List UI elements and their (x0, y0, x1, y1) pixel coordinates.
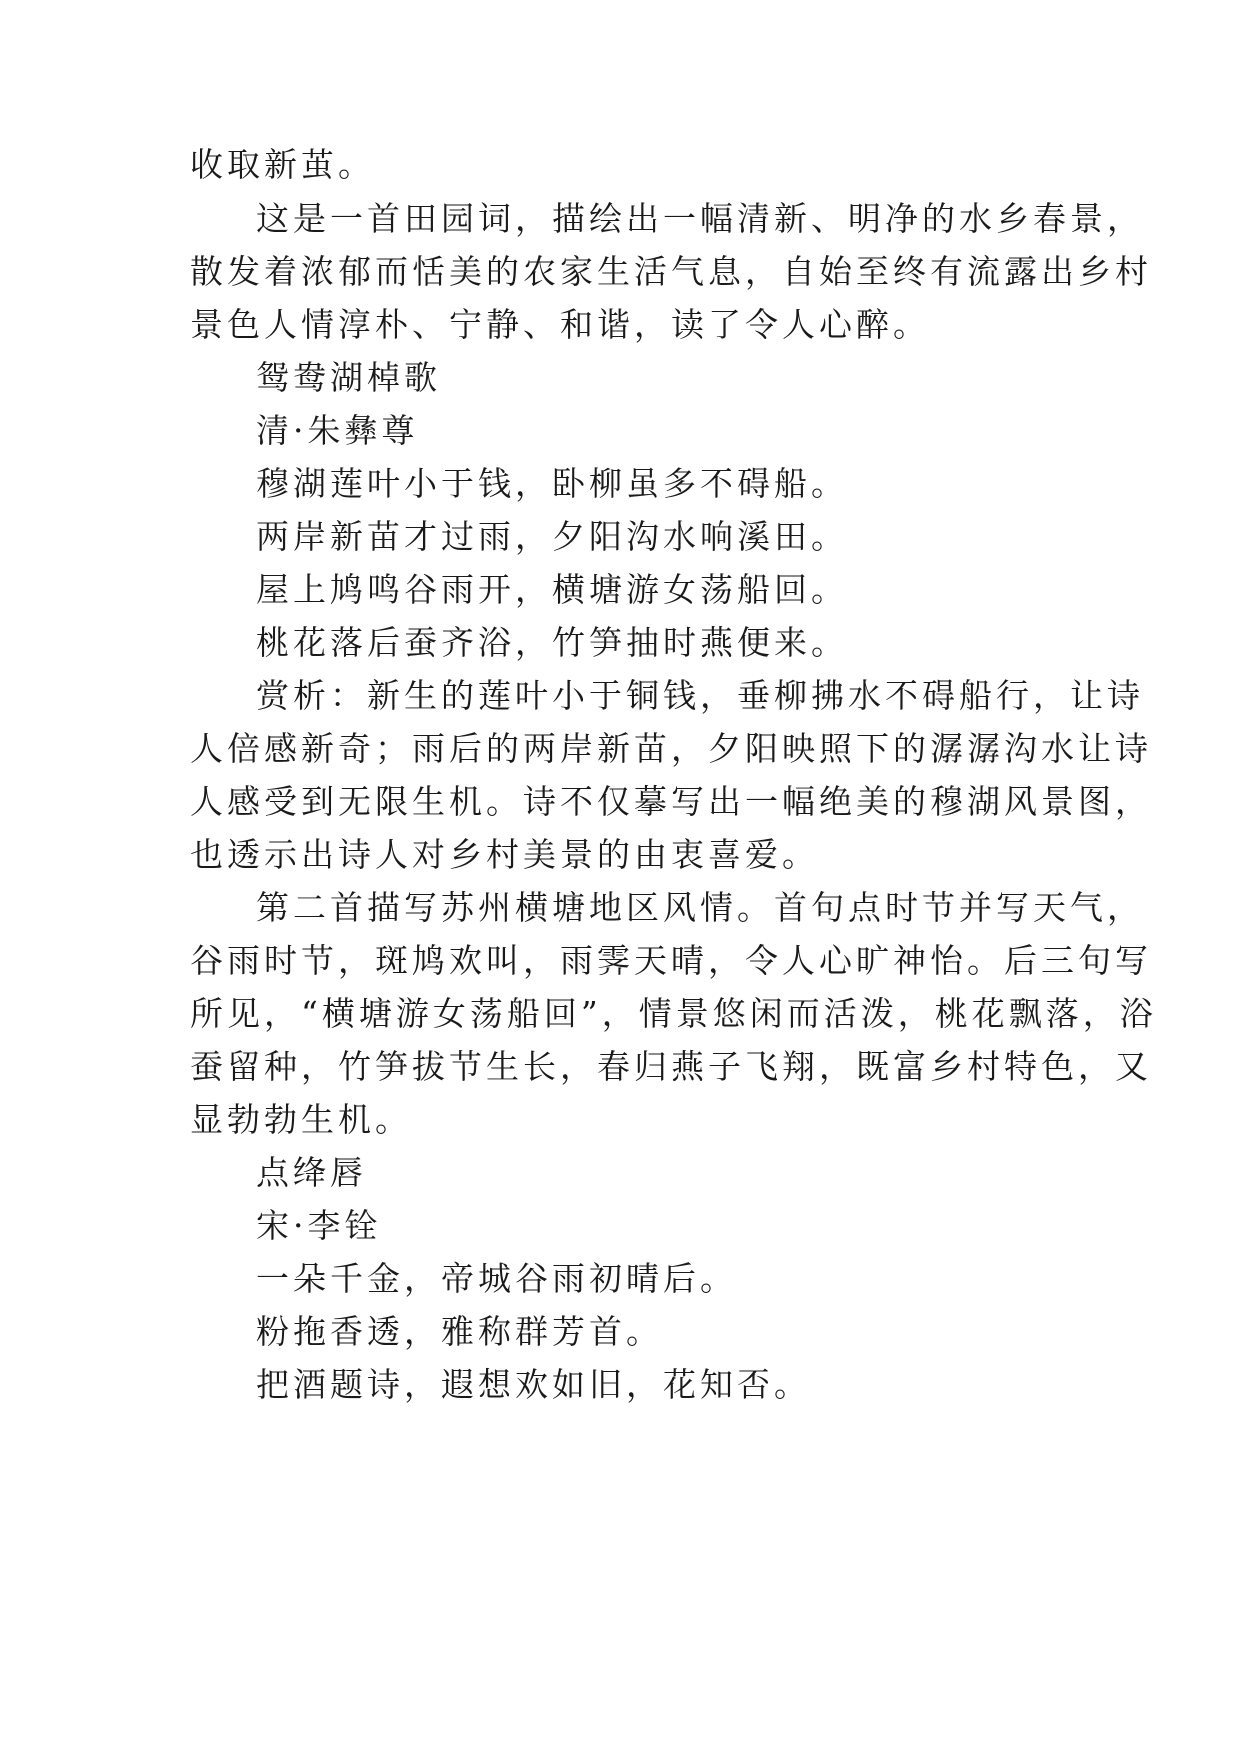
poem-line: 把酒题诗，遐想欢如旧，花知否。 (256, 1365, 811, 1404)
poem-line: 桃花落后蚕齐浴，竹笋抽时燕便来。 (256, 623, 848, 662)
text-line: 景色人情淳朴、宁静、和谐，读了令人心醉。 (190, 305, 930, 344)
text-line: 第二首描写苏州横塘地区风情。首句点时节并写天气， (256, 888, 1144, 927)
text-line: 散发着浓郁而恬美的农家生活气息，自始至终有流露出乡村 (190, 252, 1152, 291)
text-line: 蚕留种，竹笋拔节生长，春归燕子飞翔，既富乡村特色，又 (190, 1047, 1152, 1086)
text-line: 赏析：新生的莲叶小于铜钱，垂柳拂水不碍船行，让诗 (256, 676, 1144, 715)
text-line: 人倍感新奇；雨后的两岸新苗，夕阳映照下的潺潺沟水让诗 (190, 729, 1152, 768)
poem-line: 两岸新苗才过雨，夕阳沟水响溪田。 (256, 517, 848, 556)
poem-author: 宋·李铨 (256, 1206, 382, 1245)
text-line: 人感受到无限生机。诗不仅摹写出一幅绝美的穆湖风景图， (190, 782, 1152, 821)
text-line: 也透示出诗人对乡村美景的由衷喜爱。 (190, 835, 819, 874)
poem-line: 穆湖莲叶小于钱，卧柳虽多不碍船。 (256, 464, 848, 503)
poem-line: 屋上鸠鸣谷雨开，横塘游女荡船回。 (256, 570, 848, 609)
text-line: 所见，“横塘游女荡船回”，情景悠闲而活泼，桃花飘落，浴 (190, 994, 1157, 1033)
poem-title: 鸳鸯湖棹歌 (256, 358, 441, 397)
text-line: 显勃勃生机。 (190, 1100, 412, 1139)
poem-line: 粉拖香透，雅称群芳首。 (256, 1312, 663, 1351)
text-line: 谷雨时节，斑鸠欢叫，雨霁天晴，令人心旷神怡。后三句写 (190, 941, 1152, 980)
poem-title: 点绛唇 (256, 1153, 367, 1192)
poem-line: 一朵千金，帝城谷雨初晴后。 (256, 1259, 737, 1298)
text-line: 收取新茧。 (190, 145, 375, 184)
poem-author: 清·朱彝尊 (256, 411, 419, 450)
text-line: 这是一首田园词，描绘出一幅清新、明净的水乡春景， (256, 199, 1144, 238)
